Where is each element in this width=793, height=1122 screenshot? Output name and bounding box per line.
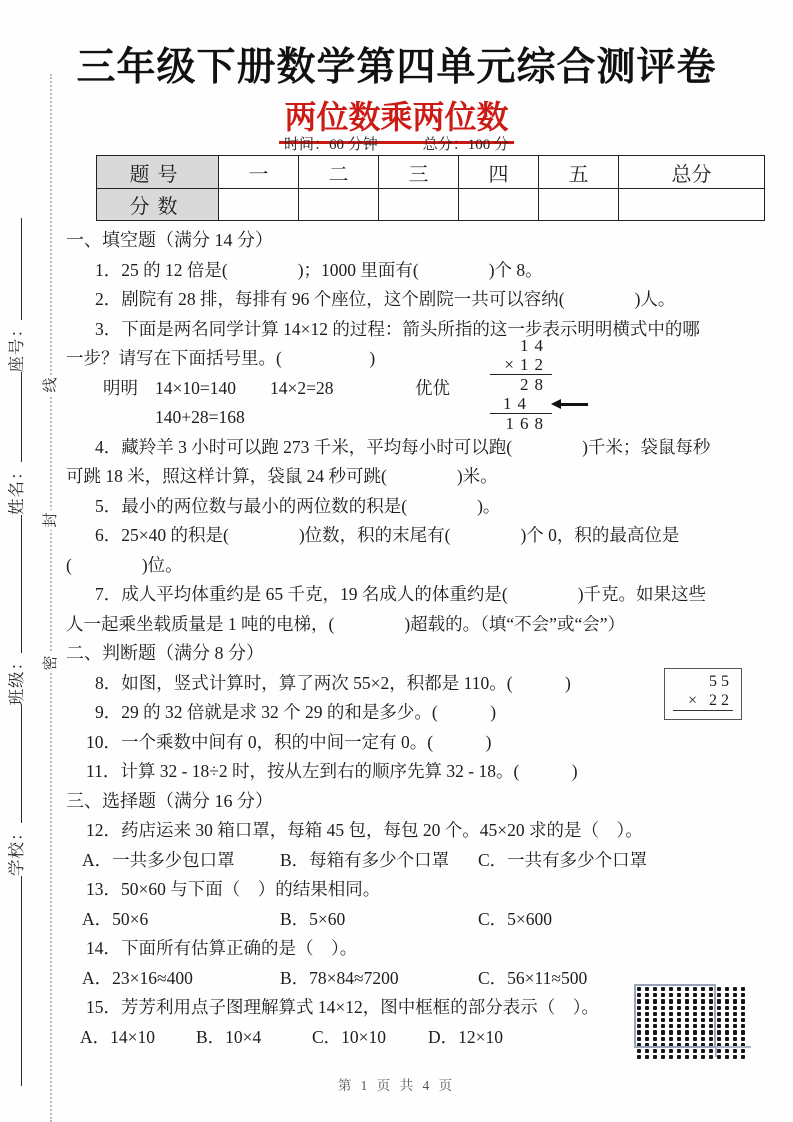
option-c: C．一共有多少个口罩: [478, 849, 648, 870]
question-13: 13．50×60 与下面（ ）的结果相同。: [86, 879, 381, 899]
page-subtitle: 两位数乘两位数: [279, 92, 513, 144]
question-4-line2: 可跳 18 米，照这样计算，袋鼠 24 秒可跳( )米。: [66, 466, 498, 486]
dot-grid-frame: [634, 984, 716, 1048]
field-label-class: 班级：: [7, 653, 26, 706]
score-table-cell-4: 四: [459, 156, 539, 189]
dot-grid-frame-extension-v: [715, 1047, 717, 1057]
dot-grid-frame-extension-h: [713, 1046, 751, 1048]
question-content: [66, 226, 770, 1052]
option-b: B．10×4: [196, 1026, 262, 1047]
field-label-school: 学校：: [7, 823, 26, 876]
option-b: B．5×60: [280, 908, 346, 929]
field-line-name: [8, 373, 22, 463]
option-a: A．50×6: [82, 908, 149, 929]
question-12-options: [66, 846, 770, 876]
question-6-line2: ( )位。: [66, 554, 183, 575]
score-cell-empty: [459, 189, 539, 221]
q3-mingming-label: 明明: [103, 377, 138, 398]
option-b: B．78×84≈7200: [280, 967, 399, 988]
question-6-line1: 6．25×40 的积是( )位数，积的末尾有( )个 0，积的最高位是: [95, 525, 680, 545]
field-line-class: [8, 515, 22, 653]
q8-multiplicand: 55: [709, 673, 733, 690]
seal-char-line: 线: [41, 375, 61, 395]
question-10: 10．一个乘数中间有 0，积的中间一定有 0。( ): [86, 731, 492, 752]
seal-line: [50, 74, 52, 1122]
student-fields: [2, 174, 32, 1086]
score-cell-empty: [619, 189, 765, 221]
option-d: D．12×10: [428, 1026, 504, 1047]
seal-char-mi: 密: [41, 653, 61, 673]
score-table: [96, 155, 765, 221]
option-a: A．一共多少包口罩: [82, 849, 235, 870]
score-table-cell-2: 二: [299, 156, 379, 189]
score-table-cell-total: 总分: [619, 156, 765, 189]
option-c: C．56×11≈500: [478, 967, 588, 988]
question-9: 9．29 的 32 倍就是求 32 个 29 的和是多少。( ): [95, 702, 497, 722]
field-line-school: [8, 706, 22, 824]
score-table-score-row: [97, 189, 765, 221]
q3-mingming-step2: 14×2=28: [270, 377, 334, 398]
option-c: C．10×10: [312, 1026, 387, 1047]
exam-meta: 时间：60 分钟 总分：100 分: [283, 137, 509, 153]
score-table-header-row: [97, 156, 765, 189]
question-7-line2: 人一起乘坐载质量是 1 吨的电梯，( )超载的。（填“不会”或“会”）: [66, 613, 625, 634]
score-table-cell-tihao: 题号: [97, 156, 219, 189]
question-2: 2．剧院有 28 排，每排有 96 个座位，这个剧院一共可以容纳( )人。: [95, 289, 676, 309]
q3-youyou-label: 优优: [415, 377, 450, 398]
vc-product: 168: [505, 414, 549, 433]
q8-calc-box: [664, 668, 742, 720]
vc-partial2: 14: [490, 394, 552, 414]
question-13-options: [66, 905, 770, 935]
question-4-line1: 4．藏羚羊 3 小时可以跑 273 千米，平均每小时可以跑( )千米；袋鼠每秒: [95, 436, 711, 457]
option-c: C．5×600: [478, 908, 553, 929]
score-table-cell-5: 五: [539, 156, 619, 189]
page-title: 三年级下册数学第四单元综合测评卷: [76, 46, 717, 89]
section-3-heading: 三、选择题（满分 16 分）: [66, 790, 273, 811]
option-b: B．每箱有多少个口罩: [280, 849, 450, 870]
score-cell-empty: [299, 189, 379, 221]
question-12: 12．药店运来 30 箱口罩，每箱 45 包，每包 20 个。45×20 求的是（ ）。: [86, 820, 643, 840]
question-8: 8．如图，竖式计算时，算了两次 55×2，积都是 110。( ): [95, 672, 571, 693]
option-a: A．14×10: [80, 1026, 156, 1047]
question-1: 1．25 的 12 倍是( )；1000 里面有( )个 8。: [95, 259, 543, 280]
q15-dot-grid: [637, 987, 750, 1063]
section-2-heading: 二、判断题（满分 8 分）: [66, 643, 264, 663]
question-3-work-line: [66, 374, 770, 404]
vc-multiplier: ×12: [490, 355, 552, 375]
score-cell-empty: [539, 189, 619, 221]
seal-char-feng: 封: [41, 510, 61, 530]
score-table-cell-1: 一: [219, 156, 299, 189]
field-line: [8, 876, 22, 1086]
field-line-seat: [8, 218, 22, 320]
score-cell-empty: [379, 189, 459, 221]
q8-multiplier: × 22: [673, 691, 733, 711]
score-table-cell-3: 三: [379, 156, 459, 189]
vc-partial1: 28: [520, 375, 549, 394]
option-a: A．23×16≈400: [82, 967, 193, 988]
vc-multiplicand: 14: [520, 336, 549, 355]
question-11: 11．计算 32 - 18÷2 时，按从左到右的顺序先算 32 - 18。( ): [86, 761, 578, 781]
page-footer: 第 1 页 共 4 页: [337, 1078, 456, 1093]
question-5: 5．最小的两位数与最小的两位数的积是( )。: [95, 495, 501, 516]
left-arrow-icon: [551, 399, 588, 410]
q3-mingming-sum: 140+28=168: [155, 407, 245, 427]
section-1-heading: 一、填空题（满分 14 分）: [66, 230, 273, 250]
score-table-cell-fenshu: 分数: [97, 189, 219, 221]
field-label-name: 姓名：: [7, 462, 26, 515]
question-15: 15．芳芳利用点子图理解算式 14×12，图中框框的部分表示（ ）。: [86, 997, 599, 1017]
field-label-seat: 座号：: [7, 320, 26, 373]
q3-vertical-calc: [490, 336, 552, 433]
question-7-line1: 7．成人平均体重约是 65 千克，19 名成人的体重约是( )千克。如果这些: [95, 584, 707, 604]
question-3-line2: 一步？请写在下面括号里。( ): [66, 348, 376, 368]
score-cell-empty: [219, 189, 299, 221]
q3-mingming-step1: 14×10=140: [155, 377, 236, 398]
question-3-line1: 3．下面是两名同学计算 14×12 的过程：箭头所指的这一步表示明明横式中的哪: [95, 318, 700, 339]
question-14: 14．下面所有估算正确的是（ ）。: [86, 938, 358, 958]
